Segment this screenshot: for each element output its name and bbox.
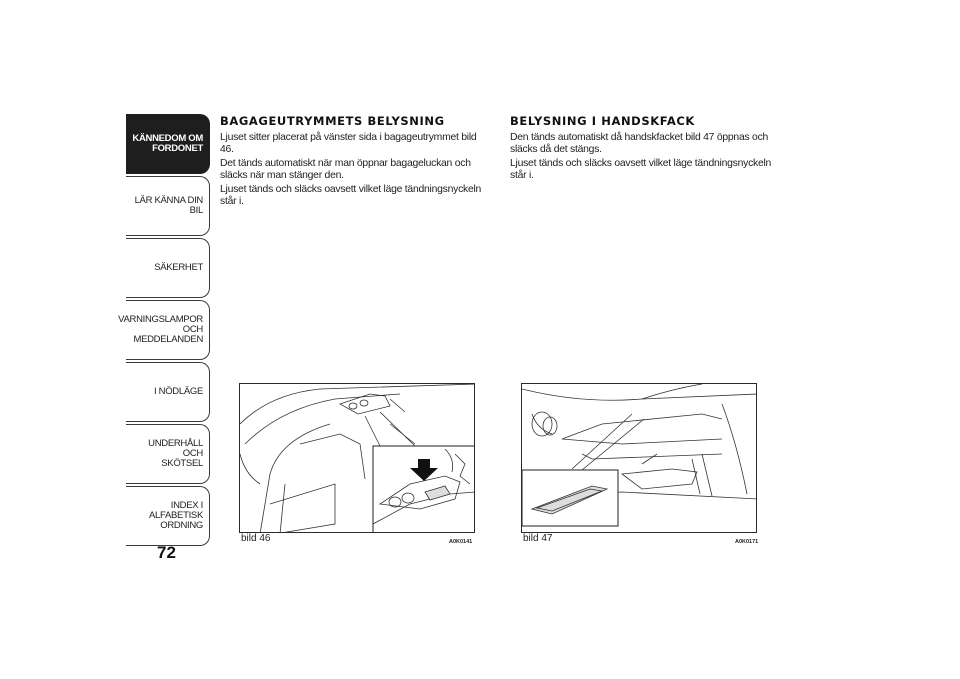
tab-label: KÄNNEDOM OM FORDONET [132,133,203,154]
figure-caption: bild 47 [523,533,553,544]
section-belysning-i-handskfack [510,114,772,184]
tab-label: LÄR KÄNNA DIN BIL [134,195,203,216]
tab-label: VARNINGSLAMPOR OCH MEDDELANDEN [118,314,203,345]
figure-glovebox-light [521,383,757,533]
paragraph: Det tänds automatiskt när man öppnar bagageluckan och släcks när man stänger den. [220,158,471,181]
paragraph: Den tänds automatiskt då handskfacket bild 47 öppnas och släcks då det stängs. [510,132,769,155]
section-title: BELYSNING I HANDSKFACK [510,114,695,128]
paragraph: Ljuset tänds och släcks oavsett vilket läge tändningsnyckeln står i. [220,184,482,207]
tab-sakerhet[interactable] [126,238,210,298]
tab-label: UNDERHÅLL OCH SKÖTSEL [148,438,203,469]
tab-label: SÄKERHET [154,262,203,273]
tab-i-nodlage[interactable] [126,362,210,422]
tab-label: INDEX I ALFABETISK ORDNING [148,500,203,531]
tab-underhall-och-skotsel[interactable] [126,424,210,484]
figure-trunk-light [239,383,475,533]
trunk-illustration [240,384,475,533]
figure-code: A0K0141 [449,539,473,545]
tab-index[interactable] [126,486,210,546]
page-number: 72 [157,543,176,562]
tab-kannedom-om-fordonet[interactable] [126,114,210,174]
tab-lar-kanna-din-bil[interactable] [126,176,210,236]
tab-label: I NÖDLÄGE [153,386,203,397]
figure-code: A0K0171 [735,539,759,545]
paragraph: Ljuset tänds och släcks oavsett vilket läge tändningsnyckeln står i. [510,158,772,181]
glovebox-illustration [522,384,757,533]
figure-caption: bild 46 [241,533,271,544]
tab-varningslampor[interactable] [118,300,210,360]
section-bagageutrymmets-belysning [220,114,482,210]
paragraph: Ljuset sitter placerat på vänster sida i bagageutrymmet bild 46. [220,132,477,155]
section-title: BAGAGEUTRYMMETS BELYSNING [220,114,445,128]
